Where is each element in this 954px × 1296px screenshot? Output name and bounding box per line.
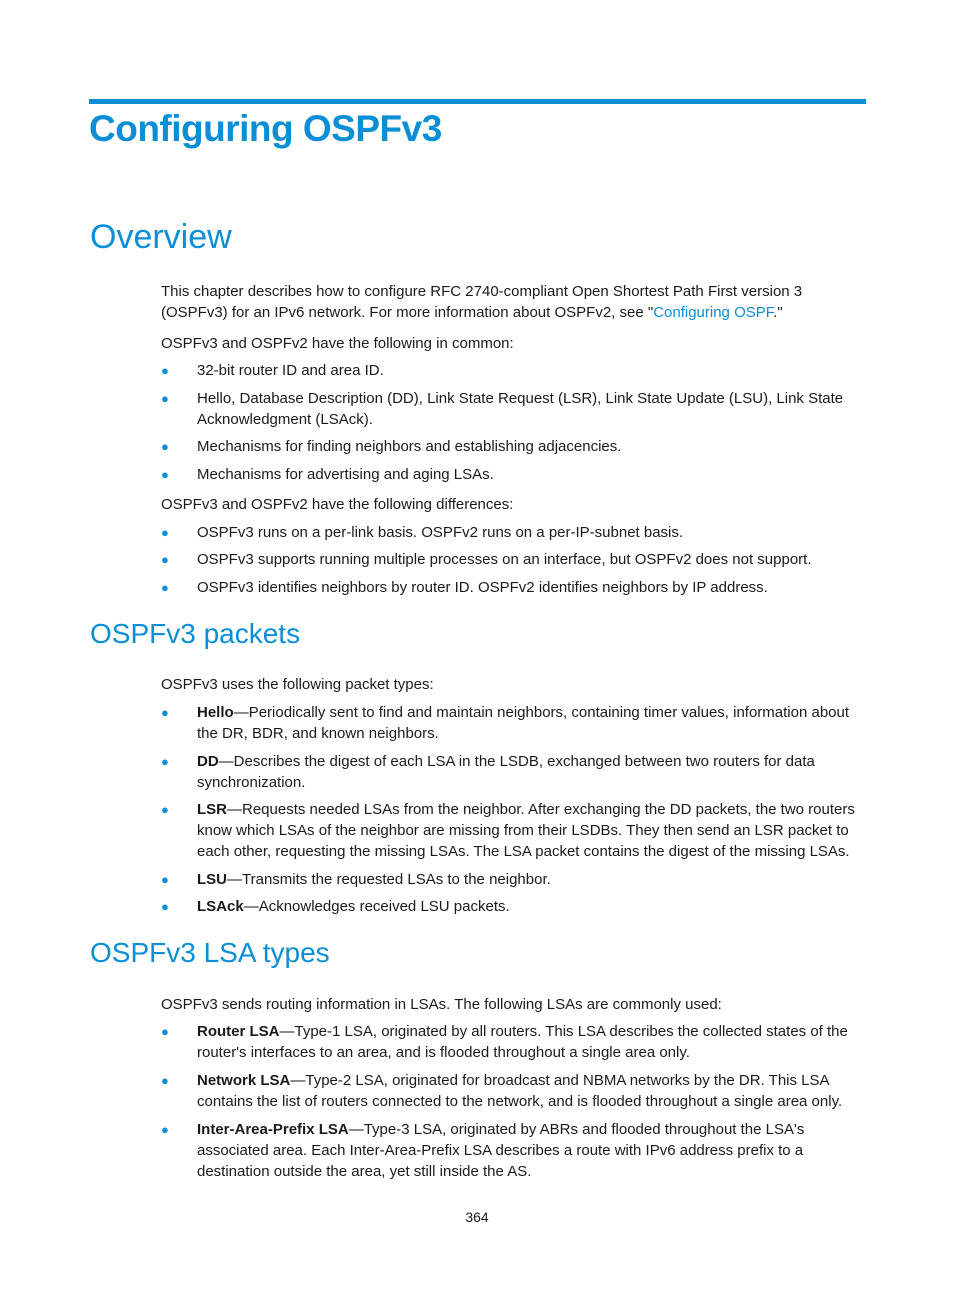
- list-item: [161, 360, 871, 381]
- overview-heading: Overview: [90, 218, 232, 256]
- bullet-icon: ●: [161, 1122, 169, 1137]
- list-item-desc: —Type-1 LSA, originated by all routers. This LSA describes the collected states of the router's interfaces to an area, and is flooded throughout a single area only.: [197, 1023, 848, 1061]
- list-item: [161, 436, 871, 457]
- diff-intro: OSPFv3 and OSPFv2 have the following differences:: [161, 496, 514, 513]
- configuring-ospf-link[interactable]: Configuring OSPF: [653, 304, 774, 321]
- list-item-text: Hello, Database Description (DD), Link State Request (LSR), Link State Update (LSU), Link State Acknowledgment (LSAck).: [197, 390, 844, 428]
- list-item-term: Router LSA: [197, 1023, 280, 1040]
- list-item-term: LSU: [197, 871, 227, 888]
- list-item-desc: —Acknowledges received LSU packets.: [243, 898, 510, 915]
- bullet-icon: ●: [161, 525, 169, 540]
- overview-intro: [161, 281, 871, 323]
- list-item-desc: —Type-3 LSA, originated by ABRs and flooded throughout the LSA's associated area. Each Inter-Area-Prefix LSA describes a route with IPv6 address prefix to a destination outside the area, yet still inside the AS.: [197, 1121, 805, 1180]
- lsa-types-intro: OSPFv3 sends routing information in LSAs. The following LSAs are commonly used:: [161, 996, 722, 1013]
- page-number: 364: [465, 1209, 489, 1225]
- bullet-icon: ●: [161, 363, 169, 378]
- lsa-types-heading: OSPFv3 LSA types: [90, 937, 330, 968]
- packets-intro: OSPFv3 uses the following packet types:: [161, 676, 434, 693]
- bullet-icon: ●: [161, 1024, 169, 1039]
- bullet-icon: ●: [161, 802, 169, 817]
- list-item-desc: —Periodically sent to find and maintain neighbors, containing timer values, information about the DR, BDR, and known neighbors.: [197, 704, 850, 742]
- bullet-icon: ●: [161, 899, 169, 914]
- list-item-text: OSPFv3 runs on a per-link basis. OSPFv2 runs on a per-IP-subnet basis.: [197, 524, 684, 541]
- common-intro: OSPFv3 and OSPFv2 have the following in common:: [161, 335, 514, 352]
- list-item-term: Network LSA: [197, 1072, 291, 1089]
- list-item-desc: —Describes the digest of each LSA in the LSDB, exchanged between two routers for data synchronization.: [197, 753, 815, 791]
- list-item: [161, 522, 871, 543]
- list-item-text: Mechanisms for finding neighbors and establishing adjacencies.: [197, 438, 622, 455]
- bullet-icon: ●: [161, 467, 169, 482]
- list-item: [161, 896, 871, 917]
- list-item: [161, 869, 871, 890]
- bullet-icon: ●: [161, 872, 169, 887]
- bullet-icon: ●: [161, 439, 169, 454]
- bullet-icon: ●: [161, 754, 169, 769]
- list-item: [161, 799, 871, 862]
- list-item-desc: —Type-2 LSA, originated for broadcast and NBMA networks by the DR. This LSA contains the list of routers connected to the network, and is flooded throughout a single area only.: [197, 1072, 843, 1110]
- list-item: [161, 388, 871, 430]
- list-item-term: Inter-Area-Prefix LSA: [197, 1121, 349, 1138]
- list-item: [161, 751, 871, 793]
- list-item: [161, 1021, 871, 1063]
- list-item: [161, 577, 871, 598]
- chapter-title: Configuring OSPFv3: [89, 108, 442, 149]
- bullet-icon: ●: [161, 391, 169, 406]
- bullet-icon: ●: [161, 552, 169, 567]
- title-rule: [89, 99, 866, 104]
- list-item: [161, 1119, 871, 1182]
- list-item: [161, 549, 871, 570]
- list-item: [161, 702, 871, 744]
- list-item-desc: —Requests needed LSAs from the neighbor. After exchanging the DD packets, the two routers know which LSAs of the neighbor are missing from their LSDBs. They then send an LSR packet to each other, requesting the missing LSAs. The LSA packet contains the digest of the missing LSAs.: [197, 801, 855, 860]
- list-item-term: LSAck: [197, 898, 244, 915]
- intro-text-end: .": [773, 304, 783, 321]
- list-item-desc: —Transmits the requested LSAs to the neighbor.: [227, 871, 551, 888]
- bullet-icon: ●: [161, 705, 169, 720]
- bullet-icon: ●: [161, 1073, 169, 1088]
- list-item-term: Hello: [197, 704, 234, 721]
- intro-text: This chapter describes how to configure RFC 2740-compliant Open Shortest Path First version 3 (OSPFv3) for an IPv6 network. For more information about OSPFv2, see ": [161, 283, 803, 321]
- list-item-term: LSR: [197, 801, 227, 818]
- list-item-text: OSPFv3 supports running multiple processes on an interface, but OSPFv2 does not support.: [197, 551, 812, 568]
- list-item-text: OSPFv3 identifies neighbors by router ID. OSPFv2 identifies neighbors by IP address.: [197, 579, 768, 596]
- list-item-text: 32-bit router ID and area ID.: [197, 362, 384, 379]
- packets-heading: OSPFv3 packets: [90, 618, 301, 649]
- list-item-term: DD: [197, 753, 219, 770]
- list-item: [161, 464, 871, 485]
- bullet-icon: ●: [161, 580, 169, 595]
- list-item-text: Mechanisms for advertising and aging LSAs.: [197, 466, 494, 483]
- list-item: [161, 1070, 871, 1112]
